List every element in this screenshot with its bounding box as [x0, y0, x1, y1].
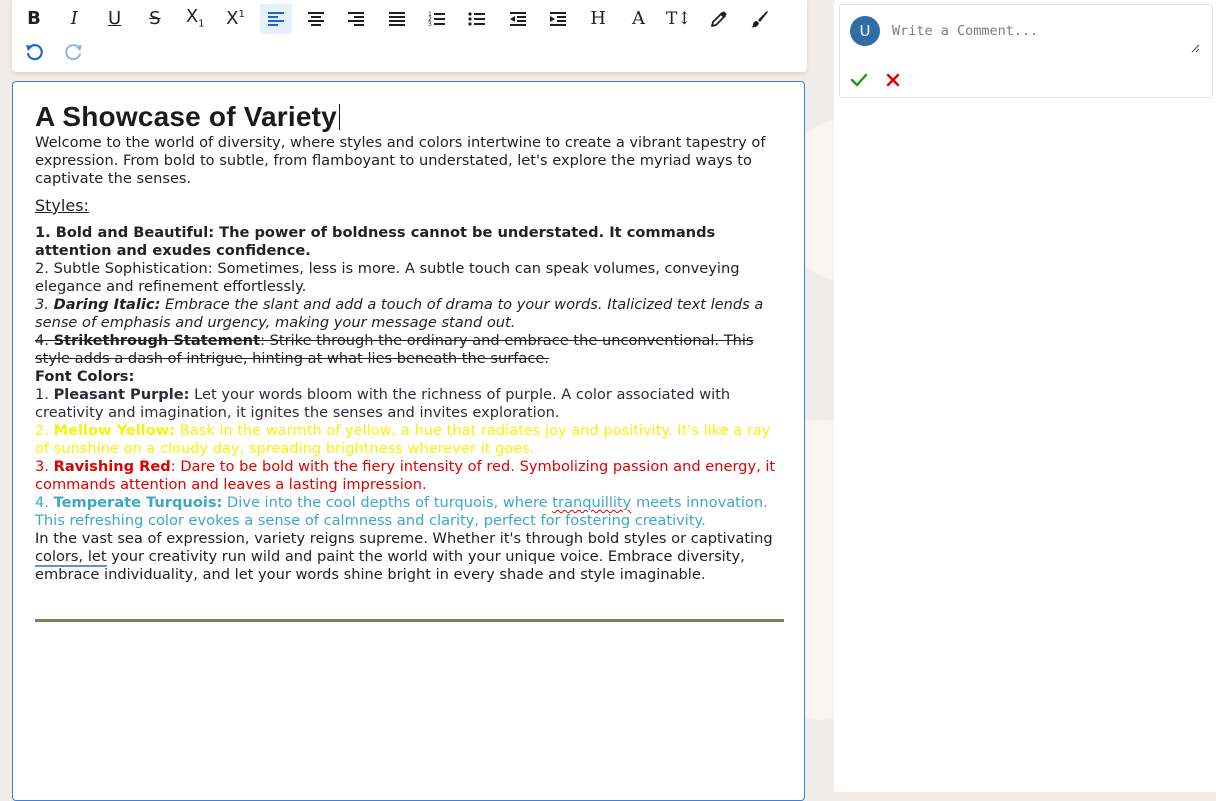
closing-text-a: In the vast sea of expression, variety reigns supreme. Whether it's through bold styles or captivating [35, 530, 773, 547]
italic-button[interactable] [58, 4, 90, 34]
svg-text:1: 1 [427, 11, 432, 18]
styles-item-strike-prefix: 4. [35, 332, 54, 349]
underline-icon: U [108, 8, 122, 29]
editor-pane [12, 0, 807, 792]
colors-item-red-prefix: 3. [35, 458, 54, 475]
colors-item-purple-label: Pleasant Purple: [53, 386, 190, 403]
document-title-text: A Showcase of Variety [35, 101, 337, 132]
underline-button[interactable] [99, 4, 131, 34]
superscript-mark: 1 [238, 9, 245, 20]
svg-text:3: 3 [427, 21, 432, 28]
closing-paragraph [35, 530, 787, 584]
indent-button[interactable] [542, 4, 574, 34]
bullet-list-icon [467, 9, 487, 29]
pencil-icon [709, 9, 729, 29]
colors-item-yellow [35, 422, 787, 458]
colors-item-yellow-label: Mellow Yellow: [53, 422, 176, 439]
styles-item-italic-text: Embrace the slant and add a touch of drama to your words. Italicized text lends a sense of emphasis and urgency, making your message stand out. [35, 296, 764, 331]
comment-box [839, 4, 1213, 98]
colors-item-turquois-prefix: 4. [35, 494, 54, 511]
subscript-button[interactable] [179, 4, 211, 34]
bold-button[interactable] [18, 4, 50, 34]
colors-item-red-label: Ravishing Red [53, 458, 171, 475]
outdent-button[interactable] [502, 4, 534, 34]
colors-item-purple-text: Let your words bloom with the richness of purple. A color associated with creativity and imagination, it ignites the senses and invites exploration. [35, 386, 731, 421]
styles-item-subtle: 2. Subtle Sophistication: Sometimes, less is more. A subtle touch can speak volumes, conveying elegance and refinement effortlessly. [35, 260, 740, 295]
font-icon: A [631, 8, 645, 29]
superscript-glyph: X [226, 8, 239, 29]
colors-item-yellow-prefix: 2. [35, 422, 54, 439]
align-center-button[interactable] [300, 4, 332, 34]
bold-icon: B [27, 8, 41, 29]
styles-item-strikethrough [35, 332, 787, 368]
colors-item-purple [35, 386, 787, 422]
closing-text-b: your creativity run wild and paint the world with your unique voice. Embrace diversity, embrace individuality, and let your words shine bright in every shade and style imaginable. [35, 548, 745, 583]
horizontal-rule [35, 619, 784, 622]
comment-panel [834, 0, 1216, 792]
styles-item-strike-label: Strikethrough Statement [53, 332, 261, 349]
align-right-button[interactable] [340, 4, 372, 34]
heading-icon: H [590, 8, 606, 29]
document-content[interactable] [35, 100, 787, 584]
styles-item-italic-prefix: 3. [35, 296, 54, 313]
superscript-icon [226, 10, 245, 28]
subscript-mark: 1 [198, 18, 205, 30]
superscript-button[interactable] [219, 4, 251, 34]
colors-item-turquois [35, 494, 787, 530]
highlight-button[interactable] [743, 4, 775, 34]
intro-paragraph: Welcome to the world of diversity, where styles and colors intertwine to create a vibrant tapestry of expression. From bold to subtle, from flamboyant to understated, let's explore the myriad ways to captivate the senses. [35, 134, 766, 187]
font-button[interactable] [622, 4, 654, 34]
align-justify-icon [387, 9, 407, 29]
undo-icon [24, 42, 44, 62]
styles-item-italic-label: Daring Italic: [53, 296, 161, 313]
grammar-marked-phrase[interactable]: colors, let [35, 548, 107, 565]
text-cursor [339, 104, 340, 130]
styles-item-strike-text: : Strike through the ordinary and embrace the unconventional. This style adds a dash of intrigue, hinting at what lies beneath the surface. [35, 332, 754, 367]
toolbar-row-history [18, 38, 99, 66]
align-left-icon [266, 9, 286, 29]
align-left-button[interactable] [260, 4, 292, 34]
outdent-icon [508, 9, 528, 29]
brush-icon [749, 9, 769, 29]
align-justify-button[interactable] [381, 4, 413, 34]
strikethrough-button[interactable] [139, 4, 171, 34]
undo-button[interactable] [18, 38, 50, 66]
align-right-icon [346, 9, 366, 29]
italic-icon: I [70, 8, 78, 29]
svg-text:2: 2 [427, 16, 432, 23]
colors-item-turquois-text-a: Dive into the cool depths of turquois, where [222, 494, 553, 511]
styles-item-bold: 1. Bold and Beautiful: The power of boldness cannot be understated. It commands attention and exudes confidence. [35, 224, 716, 259]
colors-item-red-text: : Dare to be bold with the fiery intensity of red. Symbolizing passion and energy, it commands attention and leaves a lasting impression. [35, 458, 776, 493]
editor-toolbar [12, 0, 807, 72]
colors-item-turquois-text-b: meets innovation. This refreshing color evokes a sense of calmness and clarity, perfect for fostering creativity. [35, 494, 768, 529]
styles-heading: Styles: [35, 196, 89, 215]
colors-item-red [35, 458, 787, 494]
styles-item-italic [35, 296, 787, 332]
colors-item-yellow-text: Bask in the warmth of yellow, a hue that radiates joy and positivity. It's like a ray of sunshine on a cloudy day, spreading brightness wherever it goes. [35, 422, 771, 457]
strikethrough-icon: S [149, 8, 161, 29]
indent-icon [548, 9, 568, 29]
document-title [35, 100, 787, 134]
resize-handle-icon[interactable] [1190, 43, 1200, 53]
colors-item-purple-prefix: 1. [35, 386, 54, 403]
subscript-icon [186, 8, 205, 30]
font-size-button[interactable] [663, 4, 695, 34]
text-color-button[interactable] [703, 4, 735, 34]
check-icon[interactable] [848, 69, 870, 91]
redo-icon [64, 42, 84, 62]
toolbar-row-formatting [18, 4, 784, 34]
font-size-icon: T↕ [665, 8, 692, 29]
heading-button[interactable] [582, 4, 614, 34]
spellcheck-misspelled-word[interactable]: tranquillity [552, 494, 632, 511]
avatar: U [850, 16, 880, 46]
font-colors-heading: Font Colors: [35, 368, 135, 385]
comment-input[interactable] [888, 17, 1208, 67]
bullet-list-button[interactable] [461, 4, 493, 34]
ordered-list-icon [427, 9, 447, 29]
close-icon[interactable] [882, 69, 904, 91]
redo-button[interactable] [58, 38, 90, 66]
align-center-icon [306, 9, 326, 29]
document-editor[interactable] [12, 81, 805, 801]
subscript-glyph: X [185, 6, 199, 28]
colors-item-turquois-label: Temperate Turquois: [53, 494, 223, 511]
ordered-list-button[interactable] [421, 4, 453, 34]
